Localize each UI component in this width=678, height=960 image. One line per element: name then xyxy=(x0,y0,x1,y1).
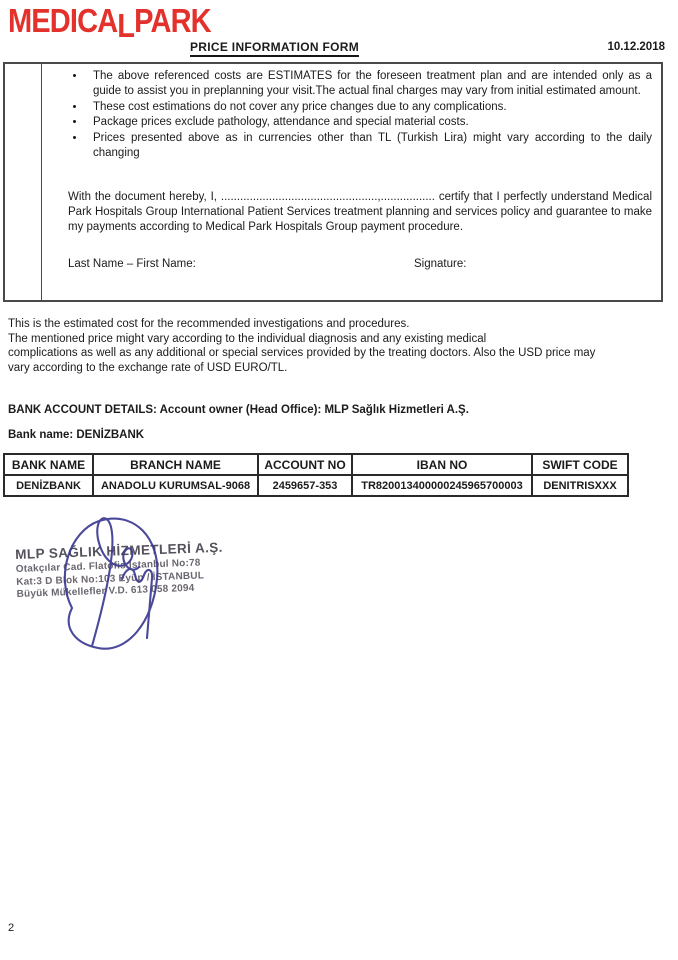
terms-box-left-cell xyxy=(5,64,42,300)
branch-name-cell: ANADOLU KURUMSAL-9068 xyxy=(93,475,258,496)
signature-scribble xyxy=(42,505,192,665)
logo-text-park: PARK xyxy=(134,2,211,39)
terms-bullet-item: • The above referenced costs are ESTIMATES for the foreseen treatment plan and are intended only as a guide to assist you in preplanning your visit.The actual final charges may vary from initial estimated amount. xyxy=(86,69,652,99)
bank-name-line: Bank name: DENİZBANK xyxy=(8,429,145,441)
bank-table-header: ACCOUNT NO xyxy=(258,454,352,475)
estimate-note-line: This is the estimated cost for the recommended investigations and procedures. xyxy=(8,318,410,330)
logo-text-medica: MEDICA xyxy=(8,2,118,39)
bank-table-header: IBAN NO xyxy=(352,454,532,475)
form-date: 10.12.2018 xyxy=(607,41,665,53)
terms-bullet-item: • These cost estimations do not cover any price changes due to any complications. xyxy=(86,100,652,115)
bank-table-row xyxy=(4,475,628,496)
iban-no-cell: TR820013400000245965700003 xyxy=(352,475,532,496)
stamp-address-line: Büyük Mükellefler V.D. 613 058 2094 xyxy=(16,582,195,600)
terms-bullet-item: • Prices presented above as in currencies other than TL (Turkish Lira) might vary according to the daily changing xyxy=(86,131,652,161)
bank-table-header: BRANCH NAME xyxy=(93,454,258,475)
swift-code-cell: DENITRISXXX xyxy=(532,475,628,496)
page-number: 2 xyxy=(8,922,15,934)
terms-bullet-list xyxy=(68,69,652,161)
signature-label: Signature: xyxy=(414,257,467,270)
stamp-address-line: Kat:3 D Blok No:103 Eyüp / İSTANBUL xyxy=(16,569,205,588)
stamp-address-line: Otakçılar Cad. Flatofis İstanbul No:78 xyxy=(15,557,201,575)
bank-table-header-row xyxy=(4,454,628,475)
bank-table-header: BANK NAME xyxy=(4,454,93,475)
bank-account-details-heading: BANK ACCOUNT DETAILS: Account owner (Head Office): MLP Sağlık Hizmetleri A.Ş. xyxy=(8,404,469,416)
logo-text-l: L xyxy=(117,7,135,44)
stamp-company-name: MLP SAĞLIK HİZMETLERİ A.Ş. xyxy=(15,539,224,562)
bank-name-cell: DENİZBANK xyxy=(4,475,93,496)
terms-box xyxy=(3,62,663,302)
estimate-notes xyxy=(8,317,595,375)
form-title: PRICE INFORMATION FORM xyxy=(190,40,359,57)
terms-bullet-item: • Package prices exclude pathology, attendance and special material costs. xyxy=(86,115,652,130)
last-name-label: Last Name – First Name: xyxy=(68,257,196,270)
account-no-cell: 2459657-353 xyxy=(258,475,352,496)
bank-table xyxy=(3,453,629,497)
bank-table-header: SWIFT CODE xyxy=(532,454,628,475)
terms-box-content xyxy=(42,64,661,300)
estimate-note-line: The mentioned price might vary according to the individual diagnosis and any existing medical xyxy=(8,332,487,345)
estimate-note-line: vary according to the exchange rate of USD EURO/TL. xyxy=(8,361,288,374)
medicalpark-logo xyxy=(8,2,211,44)
signature-line-row xyxy=(68,257,652,272)
estimate-note-line: complications as well as any additional or special services provided by the treating doctors. Also the USD price may xyxy=(8,347,596,360)
certify-statement: With the document hereby, I, .................................................,................. certify that I perfectly understand Medical Park Hospitals Group International Patient Services treatment planning and services policy and guarantee to make my payments according to Medical Park Hospitals Group payment procedure. xyxy=(68,190,652,233)
